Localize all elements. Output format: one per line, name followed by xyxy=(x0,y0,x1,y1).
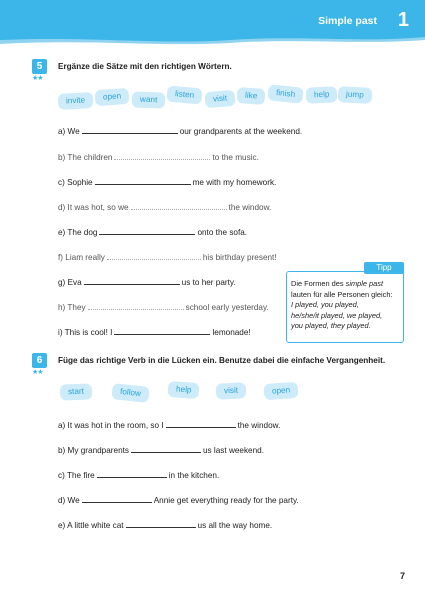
ex5-sentence-a: a) We our grandparents at the weekend. xyxy=(58,124,302,136)
word-chip: open xyxy=(94,88,129,106)
verb-chip: start xyxy=(60,383,92,400)
answer-blank[interactable] xyxy=(82,124,178,134)
verb-chip: open xyxy=(263,382,298,400)
word-chip: visit xyxy=(204,90,235,109)
unit-number: 1 xyxy=(397,9,409,31)
verb-chip: visit xyxy=(216,382,247,400)
answer-blank[interactable] xyxy=(82,493,152,503)
answer-blank[interactable] xyxy=(131,200,227,210)
answer-blank[interactable] xyxy=(99,225,195,235)
answer-blank[interactable] xyxy=(97,468,167,478)
exercise-6-instruction: Füge das richtige Verb in die Lücken ein. Benutze dabei die einfache Vergangenheit. xyxy=(58,356,386,365)
answer-blank[interactable] xyxy=(114,150,210,160)
chapter-title: Simple past xyxy=(318,15,377,27)
answer-blank[interactable] xyxy=(88,300,184,310)
page-number: 7 xyxy=(399,571,405,581)
ex5-sentence-f: f) Liam really his birthday present! xyxy=(58,250,277,262)
word-chip: invite xyxy=(58,92,94,110)
tip-label: Tipp xyxy=(364,262,404,274)
exercise-5-badge: 5 xyxy=(32,59,47,74)
answer-blank[interactable] xyxy=(107,250,201,260)
ex5-sentence-g: g) Eva us to her party. xyxy=(58,275,236,287)
word-chip: jump xyxy=(338,86,373,104)
exercise-5-instruction: Ergänze die Sätze mit den richtigen Wörtern. xyxy=(58,62,232,71)
ex6-sentence-a: a) It was hot in the room, so I the window. xyxy=(58,418,280,430)
ex5-sentence-d: d) It was hot, so we the window. xyxy=(58,200,271,212)
verb-chip: follow xyxy=(111,383,149,403)
answer-blank[interactable] xyxy=(126,518,196,528)
difficulty-stars: ★★ xyxy=(32,75,43,82)
ex6-sentence-d: d) We Annie get everything ready for the party. xyxy=(58,493,299,505)
ex5-sentence-c: c) Sophie me with my homework. xyxy=(58,175,276,187)
ex6-sentence-b: b) My grandparents us last weekend. xyxy=(58,443,264,455)
exercise-6-badge: 6 xyxy=(32,353,47,368)
verb-chip: help xyxy=(167,381,200,399)
answer-blank[interactable] xyxy=(166,418,236,428)
ex6-sentence-c: c) The fire in the kitchen. xyxy=(58,468,219,480)
answer-blank[interactable] xyxy=(114,325,210,335)
word-chip: help xyxy=(306,86,338,104)
ex5-sentence-h: h) They school early yesterday. xyxy=(58,300,269,312)
answer-blank[interactable] xyxy=(84,275,180,285)
answer-blank[interactable] xyxy=(131,443,201,453)
difficulty-stars: ★★ xyxy=(32,369,43,376)
word-chip: want xyxy=(132,91,166,108)
ex5-sentence-i: i) This is cool! I lemonade! xyxy=(58,325,251,337)
header-wave-decoration xyxy=(0,32,425,46)
ex5-sentence-e: e) The dog onto the sofa. xyxy=(58,225,247,237)
word-chip: listen xyxy=(166,85,202,104)
ex5-sentence-b: b) The children to the music. xyxy=(58,150,259,162)
word-chip: finish xyxy=(267,84,304,104)
ex6-sentence-e: e) A little white cat us all the way home. xyxy=(58,518,272,530)
word-chip: like xyxy=(236,87,265,105)
tip-text: Die Formen des simple past lauten für alle Personen gleich: I played, you played, he/she/it played, we played, you played, they played. xyxy=(291,279,393,331)
answer-blank[interactable] xyxy=(95,175,191,185)
